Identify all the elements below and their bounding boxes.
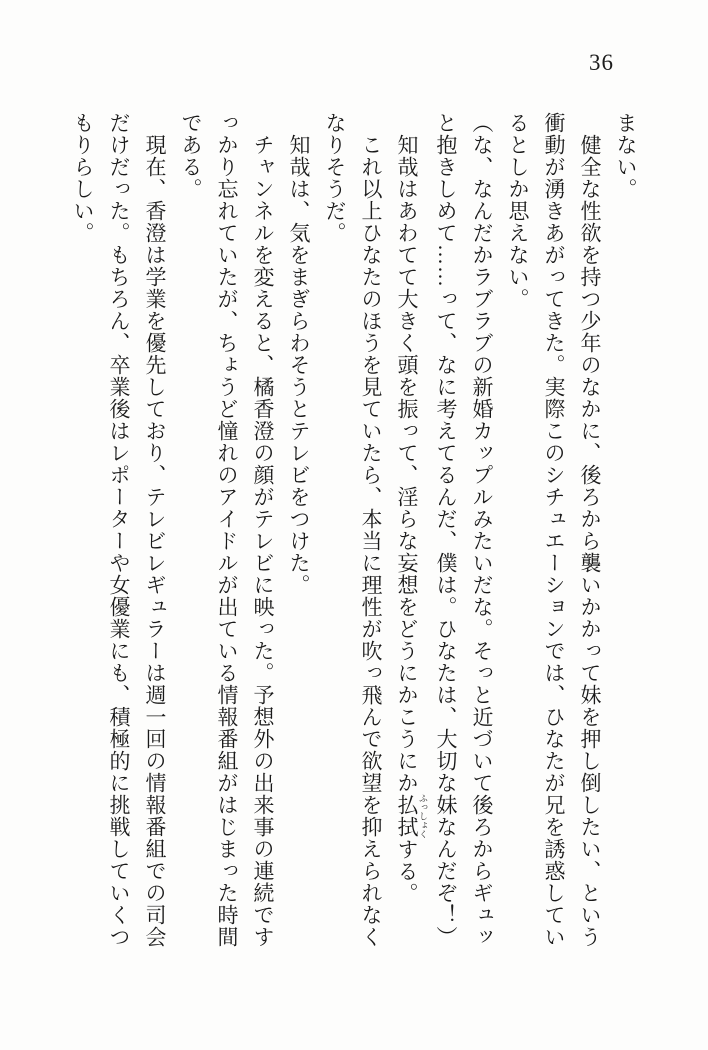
text-block [68,112,644,952]
text-line: 現在、香澄は学業を優先しており、テレビレギュラーは週一回の情報番組での司会 [143,112,167,948]
text-line: っかり忘れていたが、ちょうど憧れのアイドルが出ている情報番組がはじまった時間 [215,112,239,948]
text-line: である。 [179,112,203,200]
text-line: 知哉はあわてて大きく頭を振って、淫らな妄想をどうにかこうにか払拭 ふっしょくする。 [395,112,428,905]
text-line: なりそうだ。 [323,112,347,244]
text-line: （な、なんだかラブラブの新婚カップルみたいだな。そっと近づいて後ろからギュッ [470,112,494,948]
text-line: 健全な性欲を持つ少年のなかに、後ろから襲いかかって妹を押し倒したい、という [578,112,602,948]
text-line: まない。 [614,112,638,200]
text-line: だけだった。もちろん、卒業後はレポーターや女優業にも、積極的に挑戦していくつ [107,112,131,948]
text-line: と抱きしめて……って、なに考えてるんだ、僕は。ひなたは、大切な妹なんだぞ！） [434,112,458,948]
text-line: チャンネルを変えると、橘香澄の顔がテレビに映った。予想外の出来事の連続です [251,112,275,948]
text-line: 衝動が湧きあがってきた。実際このシチュエーションでは、ひなたが兄を誘惑してい [542,112,566,948]
text-line: 知哉は、気をまぎらわそうとテレビをつけた。 [287,112,311,596]
text-line: るとしか思えない。 [506,112,530,310]
page-number: 36 [589,50,614,75]
ruby-annotation: ふっしょく [418,793,428,839]
ruby-word: 払拭 ふっしょく [395,793,428,839]
text-line: これ以上ひなたのほうを見ていたら、本当に理性が吹っ飛んで欲望を抑えられなく [359,112,383,948]
text-line: もりらしい。 [71,112,95,244]
